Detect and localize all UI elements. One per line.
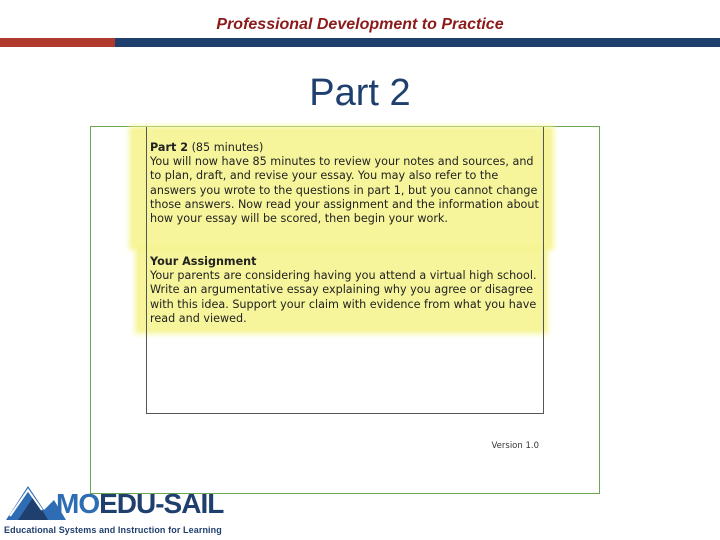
- logo-tagline: Educational Systems and Instruction for Learning: [4, 525, 222, 535]
- part2-text: [150, 141, 545, 226]
- assignment-text: [150, 255, 545, 326]
- assignment-body: Your parents are considering having you attend a virtual high school. Write an argumentative essay explaining why you agree or disagree with this idea. Support your claim with evidence from what you have read and viewed.: [150, 269, 537, 325]
- screenshot-frame: [90, 126, 600, 494]
- logo-mo: MO: [56, 488, 100, 519]
- logo-brand: EDU-SAIL: [99, 488, 224, 519]
- part2-body: You will now have 85 minutes to review your notes and sources, and to plan, draft, and revise your essay. You may also refer to the answers you wrote to the questions in part 1, but you cannot change those answers. Now read your assignment and the information about how your essay will be scored, then begin your work.: [150, 155, 539, 226]
- header-bar-blue: [115, 38, 720, 47]
- header-title: Professional Development to Practice: [216, 16, 504, 33]
- part2-heading: Part 2: [150, 141, 188, 154]
- assignment-heading: Your Assignment: [150, 255, 257, 268]
- part2-duration: (85 minutes): [191, 141, 264, 154]
- header-bar-red: [0, 38, 115, 47]
- slide-title: Part 2: [309, 72, 411, 114]
- logo-wordmark: [56, 488, 223, 520]
- version-label: Version 1.0: [491, 441, 539, 451]
